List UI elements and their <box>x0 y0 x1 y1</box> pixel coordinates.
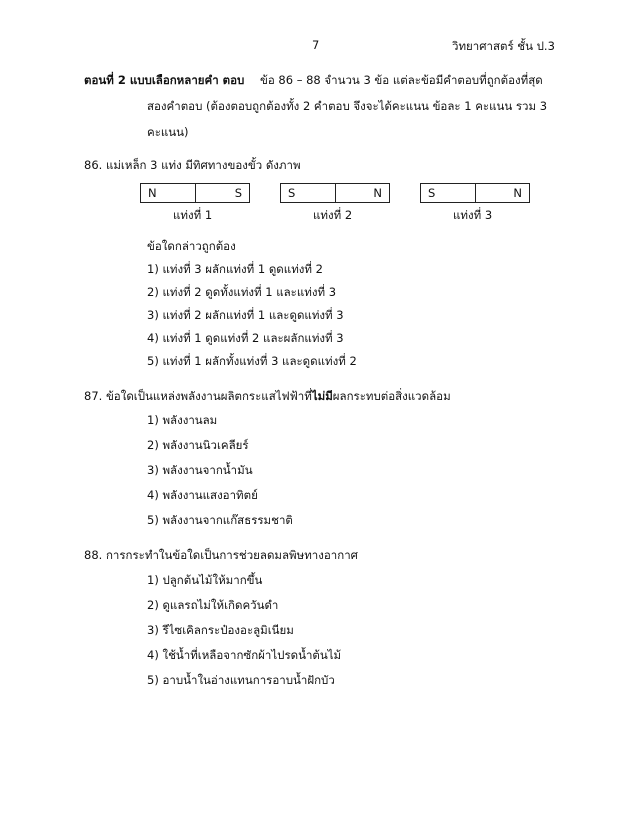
question-87-option-2[interactable]: 2) พลังงานนิวเคลียร์ <box>147 438 249 452</box>
section-instruction-line3: คะแนน) <box>147 125 189 139</box>
question-86-option-5[interactable]: 5) แท่งที่ 1 ผลักทั้งแท่งที่ 3 และดูดแท่งที่ 2 <box>147 354 357 368</box>
question-88-option-2[interactable]: 2) ดูแลรถไม่ให้เกิดควันดำ <box>147 598 279 612</box>
section-title: ตอนที่ 2 แบบเลือกหลายคำ ตอบ <box>84 73 245 87</box>
magnet-1-caption: แท่งที่ 1 <box>173 208 213 222</box>
magnet-2 <box>280 183 390 203</box>
magnet-1-left-pole: N <box>148 186 157 200</box>
subject-header: วิทยาศาสตร์ ชั้น ป.3 <box>452 39 555 53</box>
question-87-stem-start: 87. ข้อใดเป็นแหล่งพลังงานผลิตกระแสไฟฟ้าที่ <box>84 389 312 403</box>
question-87-stem-emphasis: ไม่มี <box>311 389 333 403</box>
question-87-option-3[interactable]: 3) พลังงานจากน้ำมัน <box>147 463 253 477</box>
magnet-3-left-pole: S <box>428 186 436 200</box>
magnet-3 <box>420 183 530 203</box>
question-87-stem <box>84 388 451 406</box>
page-number: 7 <box>312 38 320 52</box>
question-87-option-5[interactable]: 5) พลังงานจากแก๊สธรรมชาติ <box>147 513 293 527</box>
question-87-option-4[interactable]: 4) พลังงานแสงอาทิตย์ <box>147 488 258 502</box>
question-86-option-4[interactable]: 4) แท่งที่ 1 ดูดแท่งที่ 2 และผลักแท่งที่ 3 <box>147 331 344 345</box>
question-88-option-4[interactable]: 4) ใช้น้ำที่เหลือจากซักผ้าไปรดน้ำต้นไม้ <box>147 648 342 662</box>
question-86-option-2[interactable]: 2) แท่งที่ 2 ดูดทั้งแท่งที่ 1 และแท่งที่ 3 <box>147 285 337 299</box>
magnet-2-right-pole: N <box>373 186 382 200</box>
magnet-1-right-pole: S <box>234 186 242 200</box>
question-88-stem: 88. การกระทำในข้อใดเป็นการช่วยลดมลพิษทางอากาศ <box>84 548 358 562</box>
question-87-option-1[interactable]: 1) พลังงานลม <box>147 413 218 427</box>
question-86-option-1[interactable]: 1) แท่งที่ 3 ผลักแท่งที่ 1 ดูดแท่งที่ 2 <box>147 262 323 276</box>
section-instruction-line2: สองคำตอบ (ต้องตอบถูกต้องทั้ง 2 คำตอบ จึงจะได้คะแนน ข้อละ 1 คะแนน รวม 3 <box>147 99 548 113</box>
magnet-2-left-pole: S <box>288 186 296 200</box>
section-instruction-line1: ข้อ 86 – 88 จำนวน 3 ข้อ แต่ละข้อมีคำตอบที่ถูกต้องที่สุด <box>260 73 543 87</box>
question-88-option-1[interactable]: 1) ปลูกต้นไม้ให้มากขึ้น <box>147 573 263 587</box>
question-87-stem-end: ผลกระทบต่อสิ่งแวดล้อม <box>332 389 451 403</box>
magnet-3-right-pole: N <box>513 186 522 200</box>
question-86-prompt: ข้อใดกล่าวถูกต้อง <box>147 239 236 253</box>
question-86-option-3[interactable]: 3) แท่งที่ 2 ผลักแท่งที่ 1 และดูดแท่งที่ 3 <box>147 308 344 322</box>
question-88-option-5[interactable]: 5) อาบน้ำในอ่างแทนการอาบน้ำฝักบัว <box>147 673 335 687</box>
magnet-3-caption: แท่งที่ 3 <box>453 208 493 222</box>
question-88-option-3[interactable]: 3) รีไซเคิลกระป๋องอะลูมิเนียม <box>147 623 294 637</box>
magnet-1 <box>140 183 250 203</box>
magnet-2-caption: แท่งที่ 2 <box>313 208 353 222</box>
question-86-stem: 86. แม่เหล็ก 3 แท่ง มีทิศทางของขั้ว ดังภาพ <box>84 158 301 172</box>
